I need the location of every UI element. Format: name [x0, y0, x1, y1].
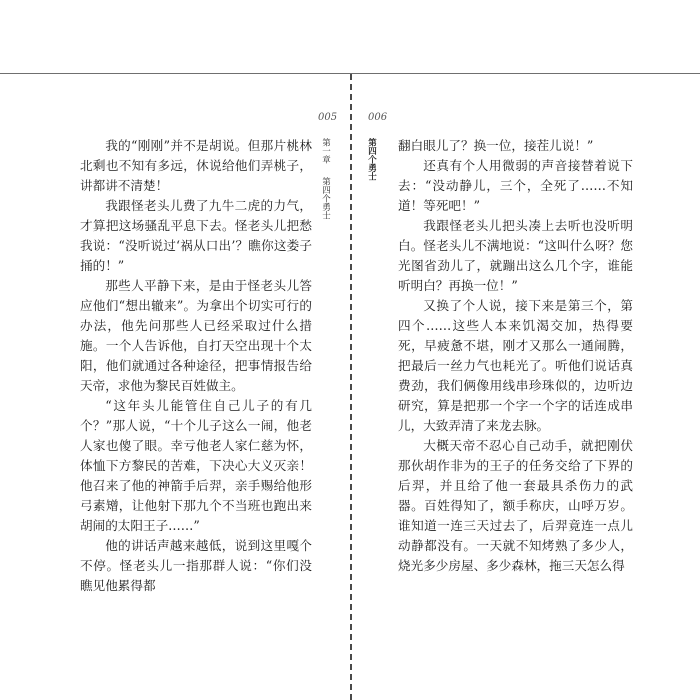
left-page-number: 005 [318, 112, 338, 123]
right-page-number: 006 [368, 112, 388, 123]
paragraph: 我跟怪老头儿费了九牛二虎的力气，才算把这场骚乱平息下去。怪老头儿把愁我说：“没听说过‘祸从口出’？瞧你这娄子捅的！” [80, 198, 312, 273]
left-page-body [80, 136, 312, 596]
paragraph: 还真有个人用微弱的声音接替着说下去：“没动静儿，三个，全死了……不知道！等死吧！” [398, 158, 633, 213]
paragraph: 他的讲话声越来越低，说到这里嘎个不停。怪老头儿一指那群人说：“你们没瞧见他累得都 [80, 538, 312, 593]
paragraph: 我的“刚刚”并不是胡说。但那片桃林北剩也不知有多远，休说给他们弄桃子，讲都讲不清楚！ [80, 138, 312, 193]
right-page-body [398, 136, 633, 576]
book-spine-fold-line [350, 74, 352, 700]
left-running-head-title: 第四个勇士 [320, 177, 331, 220]
paragraph: “这年头儿能管住自己儿子的有几个？”那人说，“十个儿子这么一闹，他老人家也傻了眼。幸亏他老人家仁慈为怀，体恤下方黎民的苦难，下决心大义灭亲！他召来了他的神箭手后羿，亲手赐给他形弓素矰，让他射下那九个不当班也跑出来胡闹的太阳王子……” [80, 398, 312, 533]
left-running-head-chapter: 第一章 [320, 138, 331, 164]
paragraph: 我跟怪老头儿把头凑上去听也没听明白。怪老头儿不满地说：“这叫什么呀？您光图省劲儿了，就蹦出这么几个字，谁能听明白？再换一位！” [398, 218, 633, 293]
right-running-head-chapter: 第四个勇士 [366, 138, 377, 181]
paragraph: 大概天帝不忍心自己动手，就把刚伏那伙胡作非为的王子的任务交给了下界的后羿，并且给了他一套最具杀伤力的武器。百姓得知了，额手称庆，山呼万岁。谁知道一连三天过去了，后羿竟连一点儿动静都没有。一天就不知烤熟了多少人，烧光多少房屋、多少森林，拖三天怎么得 [398, 438, 633, 573]
paragraph: 又换了个人说，接下来是第三个，第四个……这些人本来饥渴交加，热得要死，早疲惫不堪，刚才又那么一通闹腾，把最后一丝力气也耗光了。听他们说话真费劲，我们俩像用线串珍珠似的，边听边研究，算是把那一个字一个字的话连成串儿，大致弄清了来龙去脉。 [398, 298, 633, 433]
paragraph-continuation: 翻白眼儿了？换一位，接茬儿说！” [398, 138, 594, 153]
paragraph: 那些人平静下来，是由于怪老头儿答应他们“想出辙来”。为拿出个切实可行的办法，他先问那些人已经采取过什么措施。一个人告诉他，自打天空出现十个太阳，他们就通过各种途径，把事情报告给天帝，求他为黎民百姓做主。 [80, 278, 312, 393]
